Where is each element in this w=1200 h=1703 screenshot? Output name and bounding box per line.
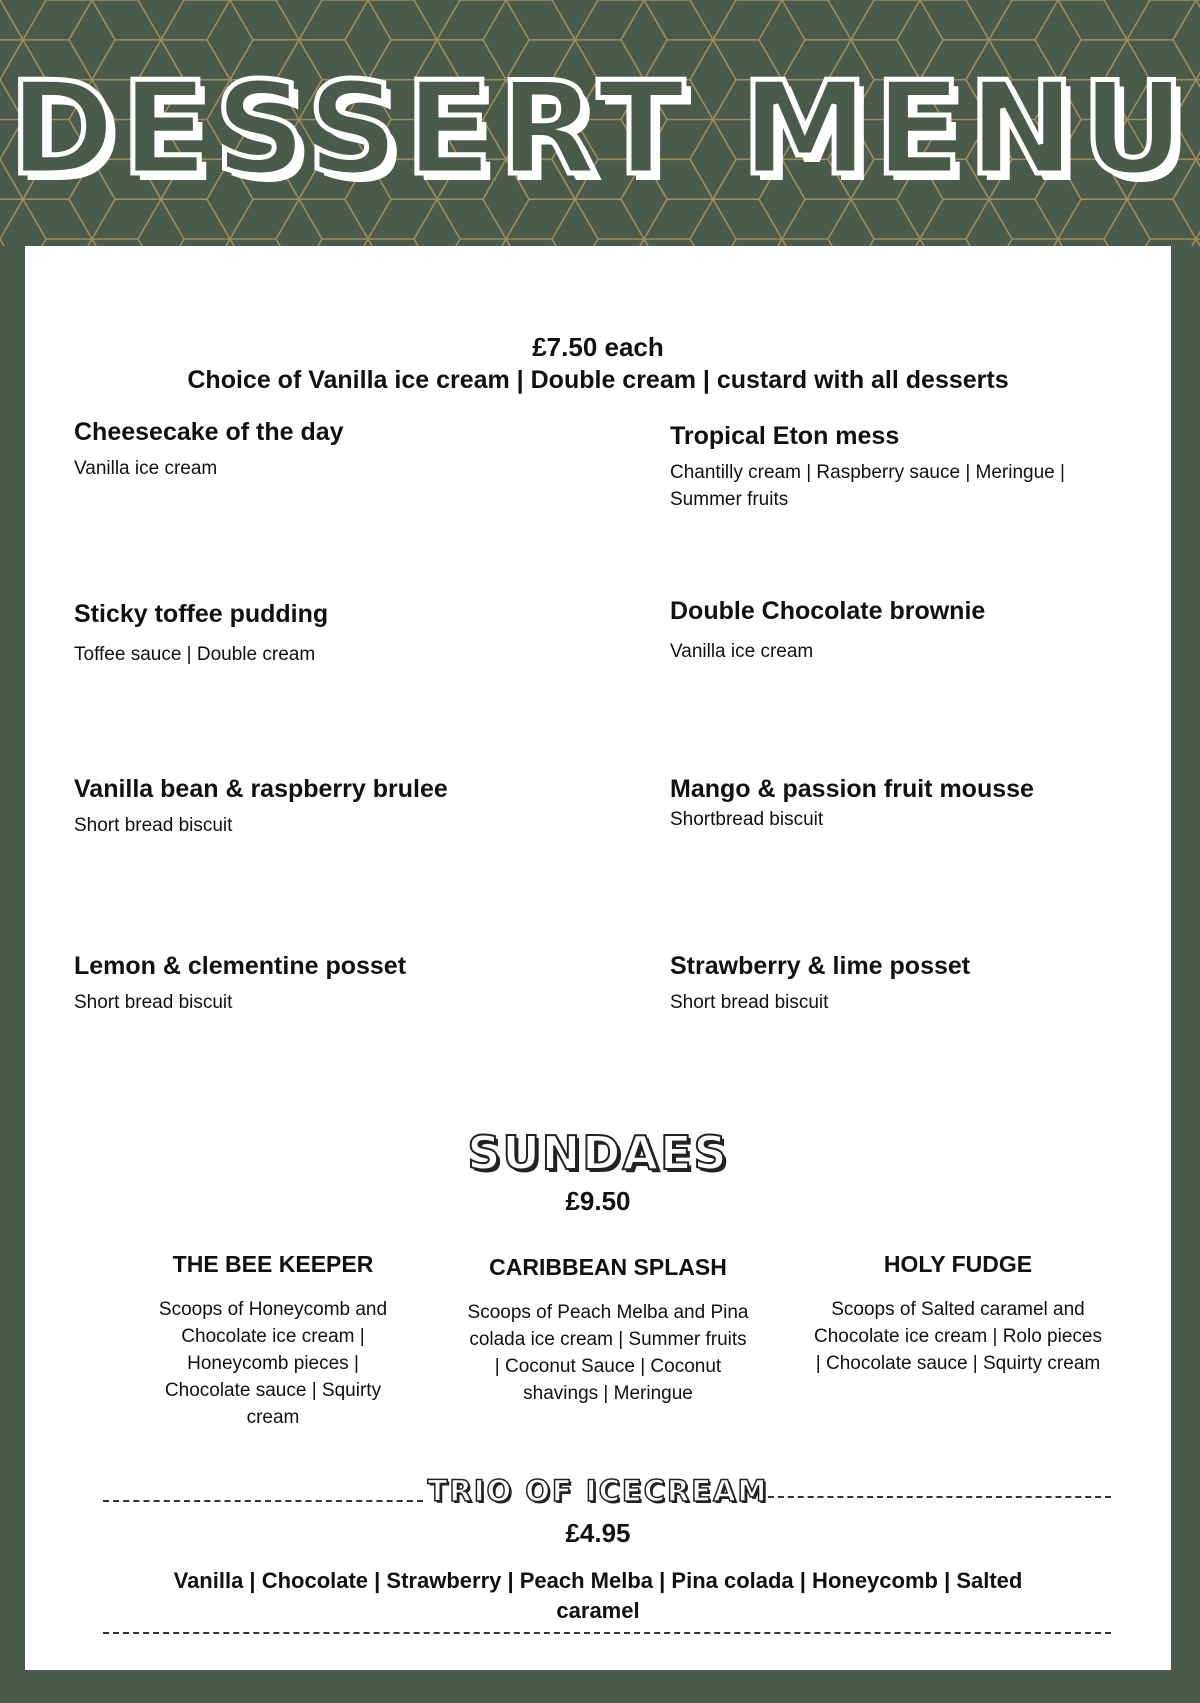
dessert-description: Vanilla ice cream bbox=[670, 641, 814, 662]
trio-price: £4.95 bbox=[565, 1518, 631, 1548]
sundae-description: Scoops of Peach Melba and Pina colada ice cream | Summer fruits | Coconut Sauce | Coconut shavings | Meringue bbox=[467, 1302, 749, 1404]
dessert-item bbox=[74, 952, 544, 1016]
dessert-name: Cheesecake of the day bbox=[74, 418, 344, 446]
menu-panel bbox=[25, 246, 1171, 1670]
dessert-name: Strawberry & lime posset bbox=[670, 952, 971, 980]
sundaes-price: £9.50 bbox=[565, 1186, 631, 1216]
dessert-item bbox=[74, 418, 544, 482]
dessert-name: Vanilla bean & raspberry brulee bbox=[74, 775, 448, 803]
dessert-item bbox=[670, 952, 1140, 1016]
dessert-item bbox=[670, 775, 1140, 833]
sundaes-heading: SUNDAES bbox=[467, 1126, 729, 1180]
divider-bottom bbox=[103, 1632, 1111, 1634]
dessert-description: Toffee sauce | Double cream bbox=[74, 644, 316, 665]
trio-flavours: Vanilla | Chocolate | Strawberry | Peach Melba | Pina colada | Honeycomb | Salted caramel bbox=[173, 1568, 1023, 1623]
divider-right bbox=[768, 1496, 1111, 1498]
dessert-item bbox=[670, 422, 1140, 513]
dessert-name: Lemon & clementine posset bbox=[74, 952, 407, 980]
dessert-item bbox=[670, 597, 1140, 665]
header-banner bbox=[0, 0, 1200, 246]
dessert-item bbox=[74, 775, 544, 839]
dessert-description: Chantilly cream | Raspberry sauce | Meringue | Summer fruits bbox=[670, 462, 1065, 510]
sundae-item bbox=[467, 1254, 749, 1407]
sundae-name: HOLY FUDGE bbox=[883, 1251, 1033, 1277]
sundae-item bbox=[143, 1251, 403, 1431]
trio-heading: TRIO OF ICECREAM bbox=[427, 1474, 769, 1508]
dessert-name: Sticky toffee pudding bbox=[74, 600, 329, 628]
dessert-name: Mango & passion fruit mousse bbox=[670, 775, 1034, 803]
dessert-description: Vanilla ice cream bbox=[74, 458, 218, 479]
dessert-description: Shortbread biscuit bbox=[670, 809, 824, 830]
dessert-item bbox=[74, 600, 544, 668]
sundae-name: THE BEE KEEPER bbox=[172, 1251, 374, 1277]
dessert-description: Short bread biscuit bbox=[670, 992, 829, 1013]
sundae-description: Scoops of Salted caramel and Chocolate ice cream | Rolo pieces | Chocolate sauce | Squirty cream bbox=[814, 1299, 1102, 1374]
sundae-name: CARIBBEAN SPLASH bbox=[489, 1254, 727, 1280]
dessert-name: Double Chocolate brownie bbox=[670, 597, 986, 625]
dessert-price: £7.50 each bbox=[532, 332, 664, 362]
sundae-description: Scoops of Honeycomb and Chocolate ice cream | Honeycomb pieces | Chocolate sauce | Squirty cream bbox=[158, 1299, 388, 1428]
dessert-description: Short bread biscuit bbox=[74, 992, 233, 1013]
menu-title: DESSERT MENU bbox=[8, 55, 1192, 204]
dessert-accompaniments: Choice of Vanilla ice cream | Double cream | custard with all desserts bbox=[187, 366, 1009, 394]
dessert-name: Tropical Eton mess bbox=[670, 422, 900, 450]
dessert-description: Short bread biscuit bbox=[74, 815, 233, 836]
sundae-item bbox=[813, 1251, 1103, 1377]
